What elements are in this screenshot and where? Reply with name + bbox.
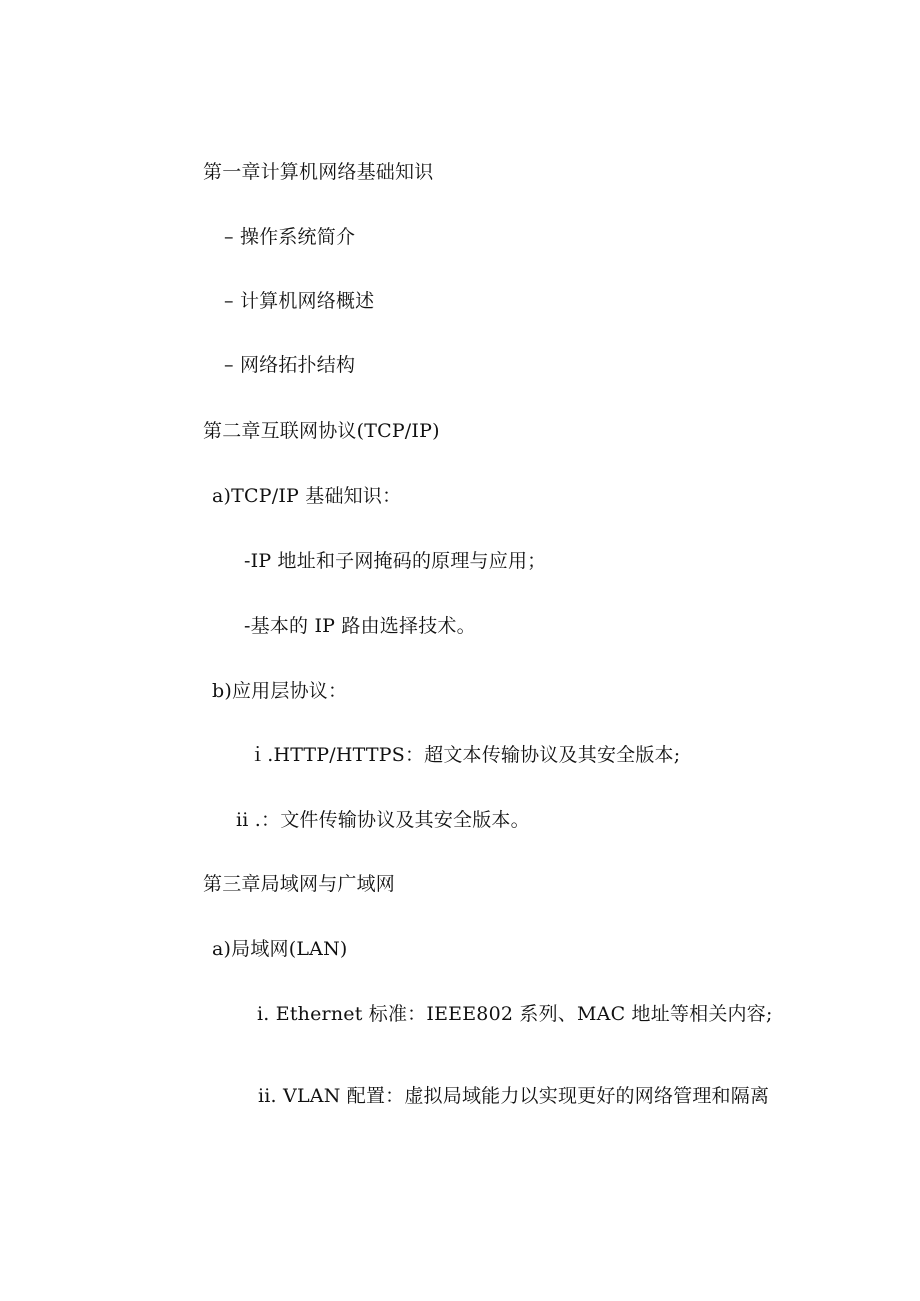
list-item-http-https: ｉ.HTTP/HTTPS：超文本传输协议及其安全版本; [248, 744, 681, 766]
list-item-os-intro: – 操作系统简介 [224, 226, 356, 248]
chapter-2-heading: 第二章互联网协议(TCP/IP) [203, 420, 440, 442]
chapter-1-heading: 第一章计算机网络基础知识 [203, 161, 434, 183]
list-item-ip-subnet: -IP 地址和子网掩码的原理与应用； [244, 550, 547, 572]
list-item-network-topology: – 网络拓扑结构 [224, 354, 356, 376]
list-item-ip-routing: -基本的 IP 路由选择技术。 [244, 615, 476, 637]
list-item-vlan: ii. VLAN 配置：虚拟局域能力以实现更好的网络管理和隔离 [258, 1085, 770, 1107]
section-lan: a)局域网(LAN) [212, 938, 348, 960]
section-application-protocols: b)应用层协议： [212, 680, 348, 702]
list-item-file-transfer: ii .：文件传输协议及其安全版本。 [236, 809, 530, 831]
section-tcpip-basics: a)TCP/IP 基础知识： [212, 485, 402, 507]
list-item-ethernet: i. Ethernet 标准：IEEE802 系列、MAC 地址等相关内容; [257, 1003, 773, 1025]
list-item-network-overview: – 计算机网络概述 [224, 290, 375, 312]
chapter-3-heading: 第三章局域网与广域网 [203, 873, 396, 895]
